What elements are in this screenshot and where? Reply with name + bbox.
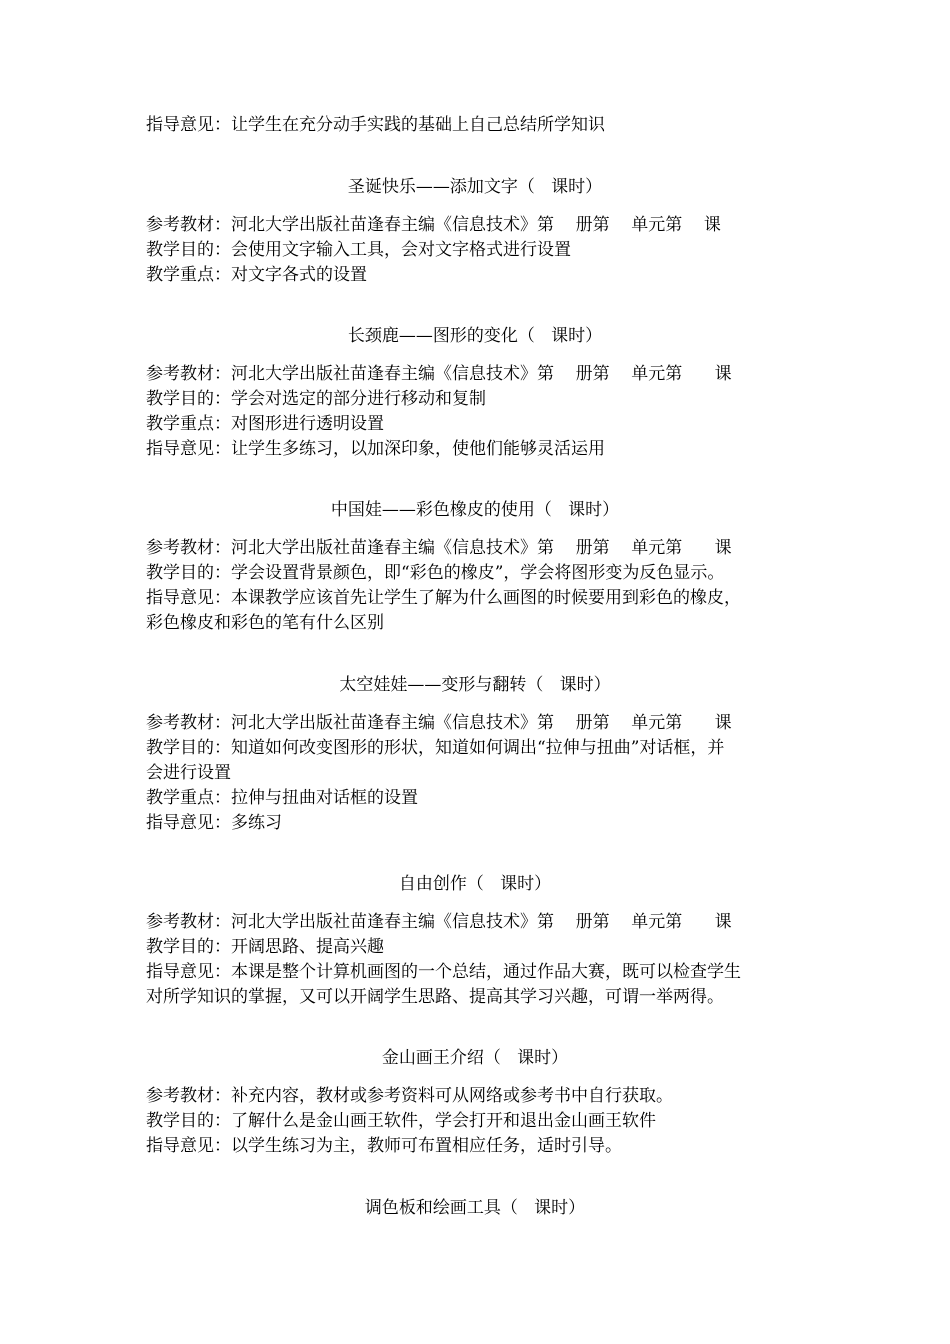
guidance-line: 指导意见：本课是整个计算机画图的一个总结，通过作品大赛，既可以检查学生 — [146, 962, 741, 982]
guidance-line: 指导意见：让学生多练习，以加深印象，使他们能够灵活运用 — [146, 439, 605, 459]
guidance-line: 指导意见：多练习 — [146, 813, 282, 833]
guidance-line-continued: 彩色橡皮和彩色的笔有什么区别 — [146, 613, 384, 633]
textbook-line: 参考教材：河北大学出版社苗逢春主编《信息技术》第 册第 单元第 课 — [146, 713, 732, 733]
objective-line: 教学目的：学会对选定的部分进行移动和复制 — [146, 389, 486, 409]
objective-line: 教学目的：知道如何改变图形的形状，知道如何调出“拉伸与扭曲”对话框，并 — [146, 738, 725, 758]
guidance-line: 指导意见：本课教学应该首先让学生了解为什么画图的时候要用到彩色的橡皮， — [146, 588, 741, 608]
guidance-line-continued: 对所学知识的掌握，又可以开阔学生思路、提高其学习兴趣，可谓一举两得。 — [146, 987, 724, 1007]
guidance-line: 指导意见：以学生练习为主，教师可布置相应任务，适时引导。 — [146, 1136, 622, 1156]
key-point-line: 教学重点：对图形进行透明设置 — [146, 414, 384, 434]
textbook-line: 参考教材：河北大学出版社苗逢春主编《信息技术》第 册第 单元第 课 — [146, 364, 732, 384]
objective-line: 教学目的：会使用文字输入工具，会对文字格式进行设置 — [146, 240, 571, 260]
objective-line: 教学目的：开阔思路、提高兴趣 — [146, 937, 384, 957]
section-title: 圣诞快乐——添加文字（ 课时） — [347, 177, 603, 197]
objective-line: 教学目的：学会设置背景颜色，即“彩色的橡皮”，学会将图形变为反色显示。 — [146, 563, 725, 583]
section-title: 中国娃——彩色橡皮的使用（ 课时） — [330, 500, 620, 520]
section-title: 调色板和绘画工具（ 课时） — [364, 1198, 586, 1218]
textbook-line: 参考教材：河北大学出版社苗逢春主编《信息技术》第 册第 单元第 课 — [146, 215, 721, 235]
section-title: 长颈鹿——图形的变化（ 课时） — [347, 326, 603, 346]
section-title: 太空娃娃——变形与翻转（ 课时） — [339, 675, 611, 695]
key-point-line: 教学重点：对文字各式的设置 — [146, 265, 367, 285]
textbook-line: 参考教材：河北大学出版社苗逢春主编《信息技术》第 册第 单元第 课 — [146, 912, 732, 932]
textbook-line: 参考教材：补充内容，教材或参考资料可从网络或参考书中自行获取。 — [146, 1086, 673, 1106]
key-point-line: 教学重点：拉伸与扭曲对话框的设置 — [146, 788, 418, 808]
textbook-line: 参考教材：河北大学出版社苗逢春主编《信息技术》第 册第 单元第 课 — [146, 538, 732, 558]
section-title: 自由创作（ 课时） — [398, 874, 552, 894]
section-title: 金山画王介绍（ 课时） — [381, 1048, 569, 1068]
guidance-line: 指导意见：让学生在充分动手实践的基础上自己总结所学知识 — [146, 115, 605, 135]
objective-line-continued: 会进行设置 — [146, 763, 231, 783]
objective-line: 教学目的：了解什么是金山画王软件，学会打开和退出金山画王软件 — [146, 1111, 656, 1131]
